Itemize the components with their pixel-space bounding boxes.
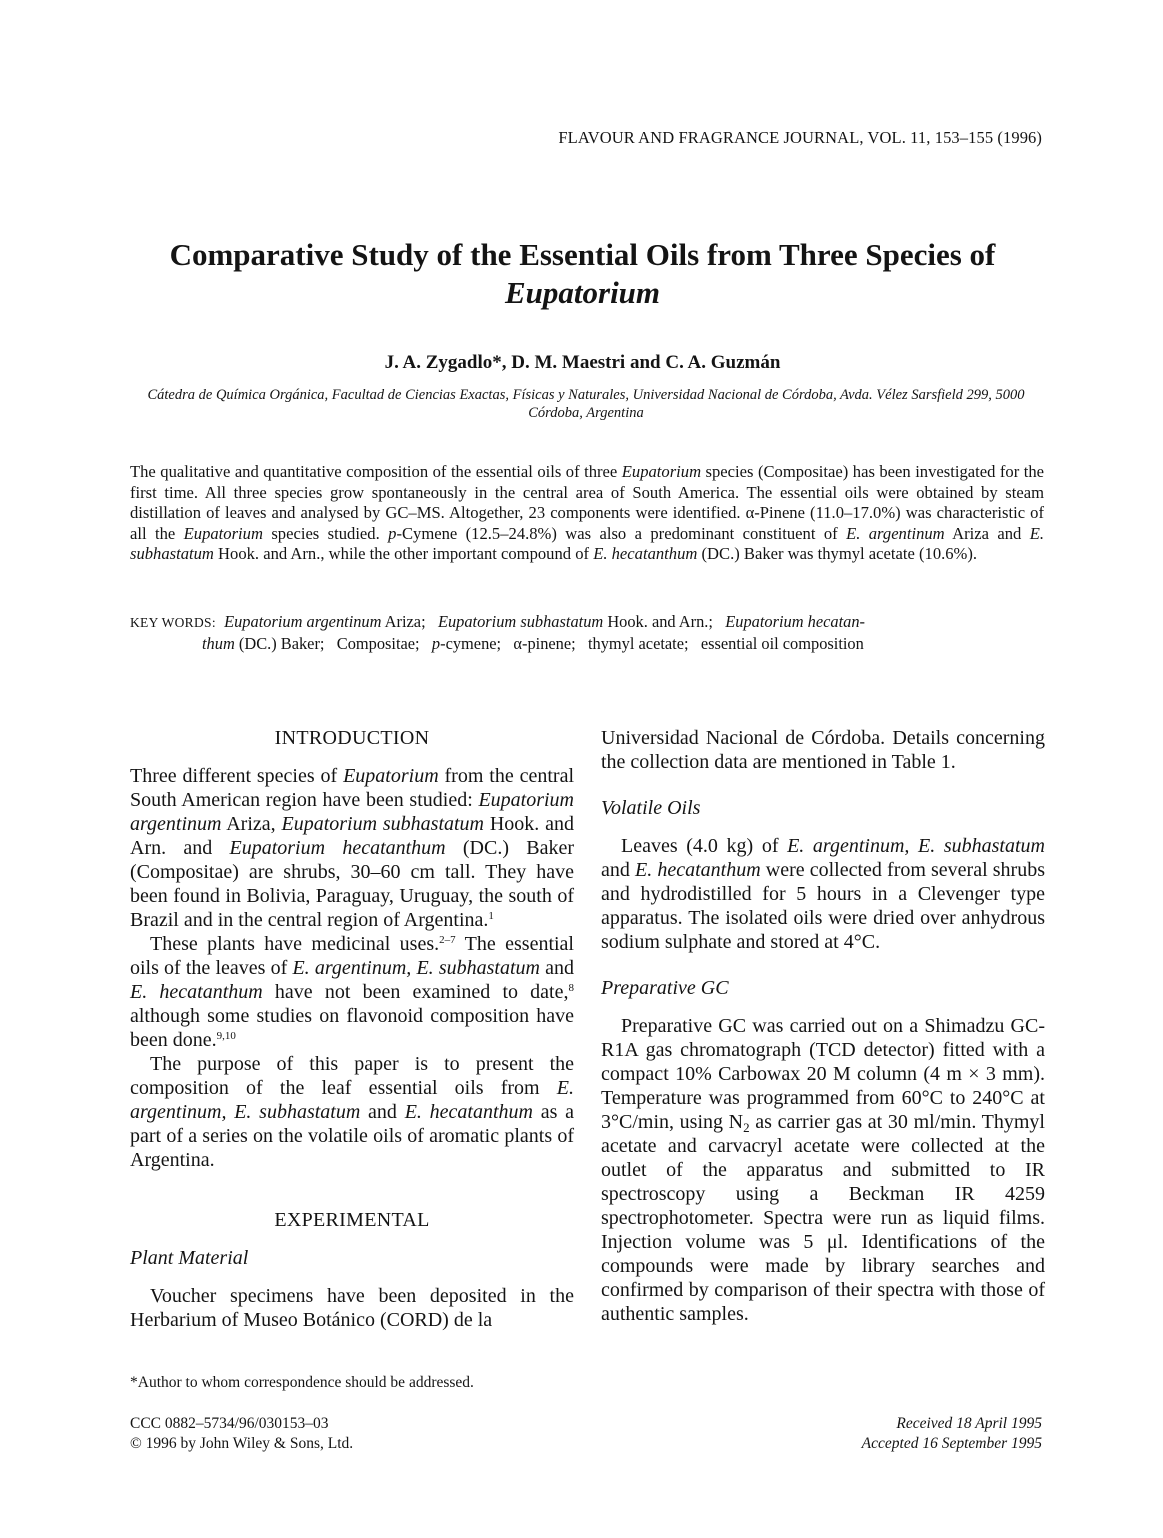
body-italic: E. argentinum, E. subhastatum [130, 1077, 574, 1123]
body-text: Three different species of [130, 765, 344, 787]
citation: 1 [488, 910, 494, 922]
keyword: thum [202, 634, 235, 653]
body-text: These plants have medicinal uses. [150, 933, 440, 955]
body-text: and [601, 859, 635, 881]
body-text: and [360, 1101, 405, 1123]
plant-material-paragraph-continued: Universidad Nacional de Córdoba. Details concerning the collection data are mentioned in Table 1. [601, 727, 1045, 773]
body-text: Hook. and Arn. and [130, 813, 575, 859]
keywords-continuation [130, 633, 1044, 654]
citation: 8 [568, 982, 574, 994]
copyright-block [130, 1414, 353, 1454]
abstract-italic: E. subhastatum [130, 523, 1045, 563]
keyword-sep: Hook. and Arn.; [603, 612, 726, 631]
volatile-oils-paragraph [601, 834, 1045, 954]
body-text: were collected from several shrubs and hydrodistilled for 5 hours in a Clevenger type apparatus. The isolated oils were dried over anhydrous sodium sulphate and stored at 4°C. [601, 859, 1045, 953]
body-italic: E. hecatanthum [130, 981, 263, 1003]
right-column [601, 726, 1045, 1326]
received-date: Received 18 April 1995 [896, 1415, 1042, 1432]
footnote: *Author to whom correspondence should be addressed. [130, 1374, 474, 1391]
subsection-heading-plant-material: Plant Material [130, 1247, 249, 1269]
abstract-text: Hook. and Arn., while the other important compound of [213, 544, 594, 563]
abstract-italic: E. hecatanthum [593, 544, 698, 563]
body-text: Ariza, [221, 813, 282, 835]
body-text: Preparative GC was carried out on a Shimadzu GC-R1A gas chromatograph (TCD detector) fitted with a compact 10% Carbowax 20 M column (4 m × 3 mm). Temperature was programmed from 60°C to 240°C at 3°C/min, using N [601, 1015, 1045, 1133]
abstract-italic: E. argentinum [846, 523, 945, 543]
keyword: Eupatorium argentinum [224, 612, 382, 631]
abstract-italic: Eupatorium [183, 523, 263, 543]
citation: 2–7 [439, 934, 456, 946]
intro-paragraph-2 [130, 932, 574, 1052]
section-heading-experimental: EXPERIMENTAL [274, 1209, 430, 1231]
affiliation: Cátedra de Química Orgánica, Facultad de Ciencias Exactas, Físicas y Naturales, Universidad Nacional de Córdoba, Avda. Vélez Sarsfield 299, 5000 Córdoba, Argentina [147, 387, 1025, 421]
preparative-gc-paragraph [601, 1014, 1045, 1326]
body-text: as carrier gas at 30 ml/min. Thymyl acetate and carvacryl acetate were collected at the outlet of the apparatus and submitted to IR spectroscopy using a Beckman IR 4259 spectrophotometer. Spectra were run as liquid films. Injection volume was 5 μl. Identifications of the compounds were made by library searches and confirmed by comparison of their spectra with those of authentic samples. [601, 1111, 1045, 1325]
body-text: The essential oils of the leaves of [130, 933, 574, 979]
body-text: have not been examined to date, [262, 981, 569, 1003]
keyword: Eupatorium subhastatum [437, 612, 604, 631]
body-italic: E. argentinum, E. subhastatum [787, 835, 1045, 857]
plant-material-paragraph: Voucher specimens have been deposited in the Herbarium of Museo Botánico (CORD) de la [130, 1285, 574, 1331]
title-genus: Eupatorium [504, 275, 661, 310]
body-text: Leaves (4.0 kg) of [621, 835, 788, 857]
subsection-heading-volatile-oils: Volatile Oils [601, 797, 701, 819]
body-text: (DC.) Baker (Compositae) are shrubs, 30–60 cm tall. They have been found in Bolivia, Paraguay, Uruguay, the south of Brazil and in the central region of Argentina. [130, 837, 574, 931]
body-italic: Eupatorium [343, 765, 439, 787]
ccc-code: CCC 0882–5734/96/030153–03 [130, 1415, 329, 1432]
abstract-text: (DC.) Baker was thymyl acetate (10.6%). [697, 544, 978, 563]
abstract-text: The qualitative and quantitative composition of the essential oils of three [130, 462, 622, 481]
abstract [130, 462, 1044, 565]
body-italic: E. hecatanthum [404, 1101, 533, 1123]
keywords [130, 611, 1044, 654]
article-title [120, 236, 1045, 312]
intro-paragraph-1 [130, 764, 574, 932]
body-italic: E. hecatanthum [635, 859, 761, 881]
abstract-text: species studied. [262, 523, 389, 543]
abstract-text: species (Compositae) has been investigated for the first time. All three species grow spontaneously in the central area of South America. The essential oils were obtained by steam distillation of leaves and analysed by GC–MS. Altogether, 23 components were identified. α-Pinene (11.0–17.0%) was characteristic of all the [130, 462, 1044, 543]
dates-block [862, 1414, 1042, 1454]
body-text: and [539, 957, 574, 979]
intro-paragraph-3 [130, 1052, 574, 1172]
body-text: The purpose of this paper is to present the composition of the leaf essential oils from [130, 1053, 574, 1099]
title-line: Comparative Study of the Essential Oils from Three Species of [169, 237, 996, 272]
keyword: Eupatorium hecatan- [725, 612, 866, 631]
abstract-text: Ariza and [944, 523, 1030, 543]
keyword-sep: -cymene; α-pinene; thymyl acetate; essential oil composition [440, 634, 864, 653]
keywords-label: KEY WORDS: [130, 615, 216, 630]
keyword: p [431, 634, 441, 653]
body-italic: Eupatorium hecatanthum [229, 837, 446, 859]
body-italic: Eupatorium argentinum [130, 789, 574, 835]
copyright-line: © 1996 by John Wiley & Sons, Ltd. [130, 1435, 354, 1452]
body-text: although some studies on flavonoid composition have been done. [130, 1005, 574, 1051]
keyword-sep: (DC.) Baker; Compositae; [234, 634, 432, 653]
subscript: 2 [743, 1120, 750, 1135]
keyword-sep: Ariza; [381, 612, 438, 631]
abstract-text: -Cymene (12.5–24.8%) was also a predominant constituent of [396, 523, 847, 543]
section-heading-introduction: INTRODUCTION [274, 727, 430, 749]
abstract-italic: p [388, 523, 397, 543]
abstract-italic: Eupatorium [621, 462, 702, 481]
body-italic: Eupatorium subhastatum [281, 813, 485, 835]
body-italic: E. argentinum, E. subhastatum [292, 957, 540, 979]
author-list: J. A. Zygadlo*, D. M. Maestri and C. A. Guzmán [384, 352, 781, 373]
citation: 9,10 [216, 1030, 236, 1042]
subsection-heading-preparative-gc: Preparative GC [601, 977, 729, 999]
accepted-date: Accepted 16 September 1995 [861, 1435, 1042, 1452]
body-text: as a part of a series on the volatile oils of aromatic plants of Argentina. [130, 1101, 574, 1171]
left-column [130, 726, 574, 1332]
body-text: from the central South American region have been studied: [130, 765, 575, 811]
journal-header: FLAVOUR AND FRAGRANCE JOURNAL, VOL. 11, 153–155 (1996) [558, 128, 1042, 147]
